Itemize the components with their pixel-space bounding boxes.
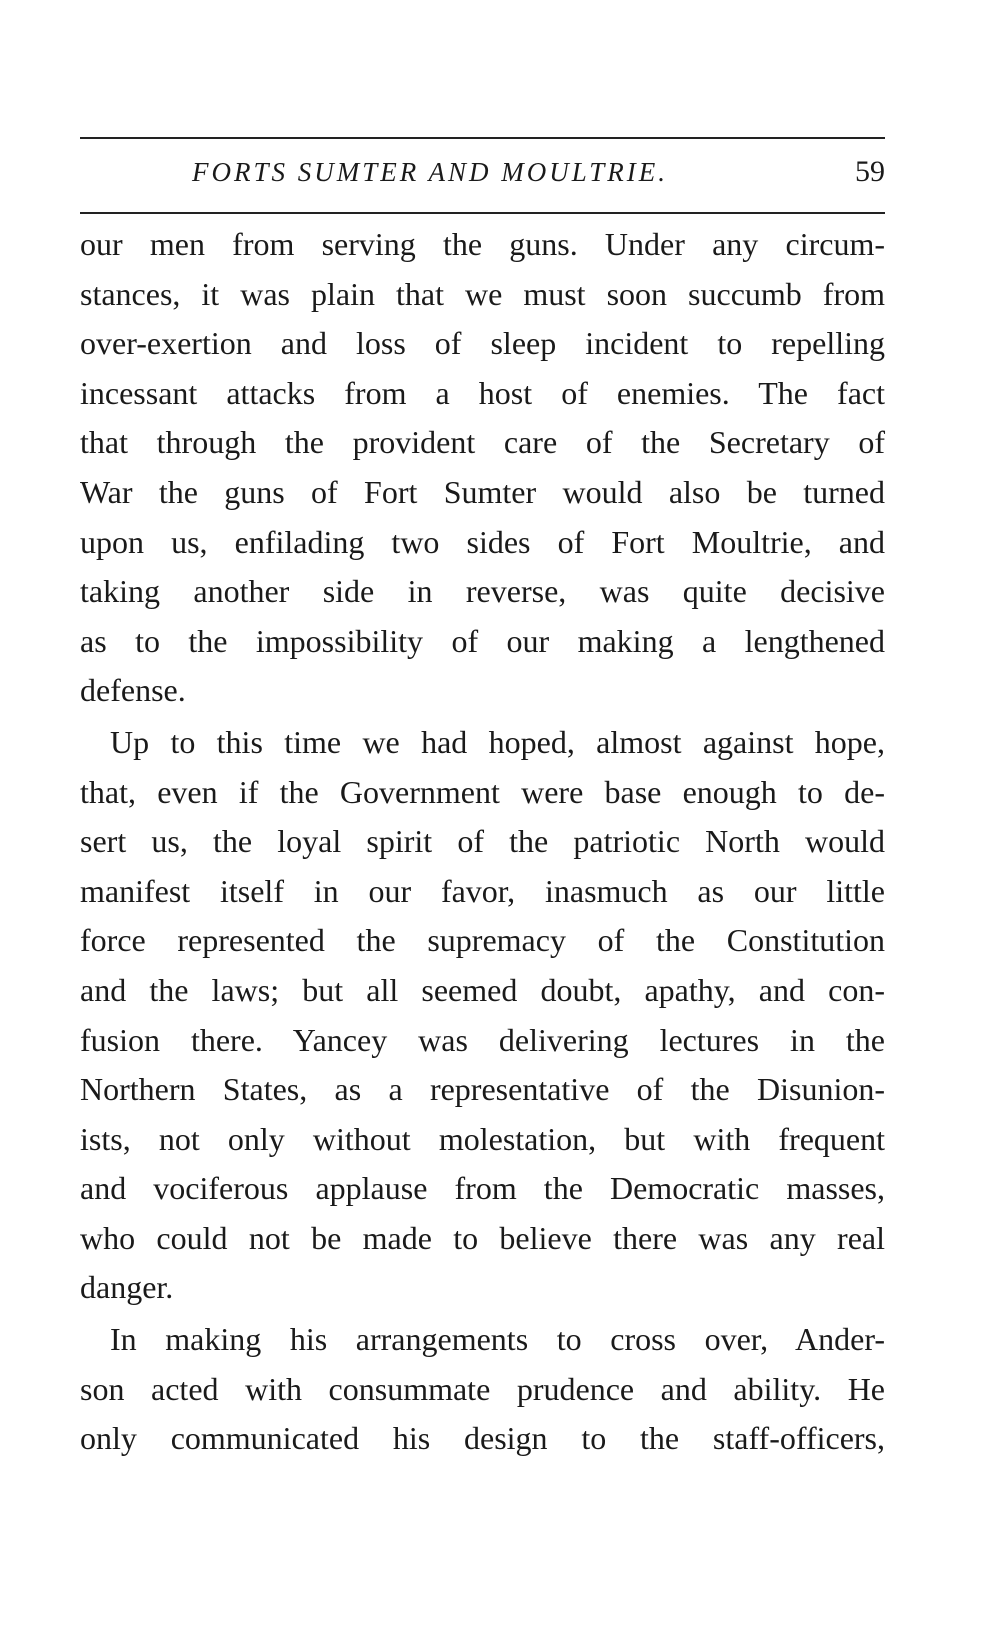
header-rule-bottom [80,212,885,214]
page-number: 59 [855,155,885,188]
running-title: FORTS SUMTER AND MOULTRIE. [192,157,668,187]
text-line: as to the impossibility of our making a lengthened [80,622,885,659]
text-line: fusion there. Yancey was delivering lectures in the [80,1021,885,1058]
text-line: upon us, enfilading two sides of Fort Moultrie, and [80,523,885,560]
text-line: force represented the supremacy of the Constitution [80,922,885,959]
text-line: that, even if the Government were base enough to de- [80,773,885,810]
text-line: who could not be made to believe there was any real [80,1219,885,1256]
text-line: In making his arrangements to cross over, Ander- [110,1321,885,1358]
paragraph [80,1315,885,1464]
header-rule-top [80,137,885,139]
body-text [80,220,885,1464]
text-line: and the laws; but all seemed doubt, apathy, and con- [80,971,885,1008]
text-line: ists, not only without molestation, but with frequent [80,1120,885,1157]
text-line: danger. [80,1269,174,1306]
text-line: taking another side in reverse, was quite decisive [80,573,885,610]
running-head [80,150,885,194]
text-line: incessant attacks from a host of enemies. The fact [80,374,885,411]
text-line: War the guns of Fort Sumter would also be turned [80,473,885,510]
paragraph [80,220,885,716]
text-line: sert us, the loyal spirit of the patriotic North would [80,823,885,860]
text-line: defense. [80,672,186,709]
text-line: son acted with consummate prudence and ability. He [80,1370,885,1407]
text-line: over-exertion and loss of sleep incident to repelling [80,325,885,362]
text-line: Northern States, as a representative of the Disunion- [80,1071,885,1108]
text-line: our men from serving the guns. Under any circum- [80,226,885,262]
text-line: manifest itself in our favor, inasmuch as our little [80,872,885,909]
text-line: and vociferous applause from the Democratic masses, [80,1170,885,1207]
text-line: that through the provident care of the Secretary of [80,424,885,461]
paragraph [80,718,885,1313]
text-line: stances, it was plain that we must soon succumb from [80,275,885,312]
text-line: Up to this time we had hoped, almost against hope, [110,723,885,760]
text-line: only communicated his design to the staff-officers, [80,1420,885,1457]
